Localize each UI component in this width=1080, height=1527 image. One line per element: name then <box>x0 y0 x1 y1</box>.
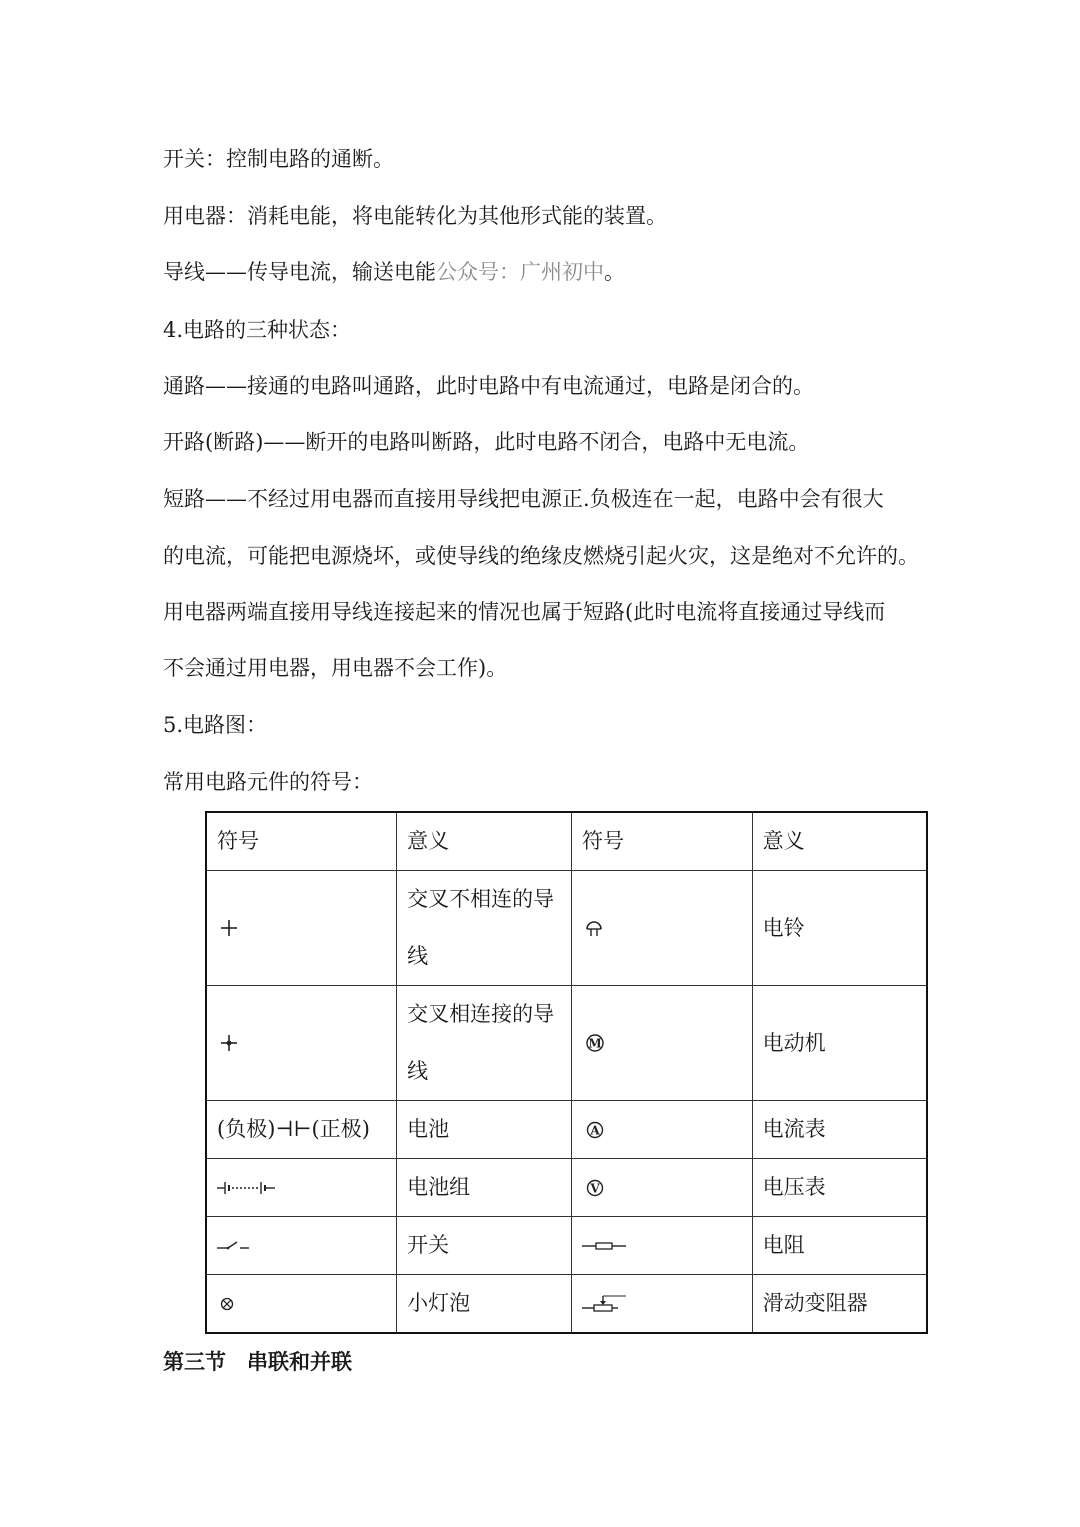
wire-definition-end: 。 <box>604 260 625 284</box>
next-section-heading: 第三节 串联和并联 <box>163 1349 352 1374</box>
battery-symbol: (负极)⊣⊢(正极) <box>206 1101 397 1159</box>
open-circuit-definition: 开路(断路)——断开的电路叫断路，此时电路不闭合，电路中无电流。 <box>163 430 810 454</box>
bell-symbol <box>572 871 753 986</box>
ammeter-symbol-letter: A <box>590 1123 600 1137</box>
closed-circuit-definition: 通路——接通的电路叫通路，此时电路中有电流通过，电路是闭合的。 <box>163 374 814 398</box>
resistor-symbol <box>572 1217 753 1275</box>
diagram-heading: 5.电路图： <box>163 713 268 737</box>
battery-pack-symbol <box>206 1159 397 1217</box>
wire-definition <box>163 257 923 287</box>
resistor-meaning: 电阻 <box>752 1217 927 1275</box>
table-row <box>206 1101 927 1159</box>
motor-symbol <box>572 986 753 1101</box>
voltmeter-symbol <box>572 1159 753 1217</box>
voltmeter-symbol-letter: V <box>590 1181 600 1195</box>
ammeter-meaning: 电流表 <box>752 1101 927 1159</box>
table-row <box>206 986 927 1101</box>
table-row <box>206 871 927 986</box>
uncrossed-wires-meaning: 交叉不相连的导线 <box>397 871 572 986</box>
circuit-symbols-table <box>205 811 928 1334</box>
battery-pack-meaning: 电池组 <box>397 1159 572 1217</box>
motor-meaning: 电动机 <box>752 986 927 1101</box>
motor-symbol-letter: M <box>588 1036 602 1051</box>
symbols-intro: 常用电路元件的符号： <box>163 770 373 794</box>
short-circuit-line-4: 不会通过用电器，用电器不会工作)。 <box>163 656 508 680</box>
header-symbol-1: 符号 <box>206 812 397 871</box>
switch-symbol <box>206 1217 397 1275</box>
connected-wires-symbol <box>206 986 397 1101</box>
header-symbol-2: 符号 <box>572 812 753 871</box>
lamp-meaning: 小灯泡 <box>397 1275 572 1334</box>
appliance-definition: 用电器：消耗电能，将电能转化为其他形式能的装置。 <box>163 204 667 228</box>
table-row <box>206 1159 927 1217</box>
header-meaning-2: 意义 <box>752 812 927 871</box>
switch-meaning: 开关 <box>397 1217 572 1275</box>
short-circuit-line-1: 短路——不经过用电器而直接用导线把电源正.负极连在一起，电路中会有很大 <box>163 487 884 511</box>
header-meaning-1: 意义 <box>397 812 572 871</box>
watermark-text: 公众号：广州初中 <box>436 260 604 284</box>
bell-meaning: 电铃 <box>752 871 927 986</box>
uncrossed-wires-symbol <box>206 871 397 986</box>
table-row <box>206 1217 927 1275</box>
lamp-symbol <box>206 1275 397 1334</box>
ammeter-symbol <box>572 1101 753 1159</box>
switch-definition: 开关：控制电路的通断。 <box>163 147 394 171</box>
table-row <box>206 1275 927 1334</box>
table-header-row <box>206 812 927 871</box>
rheostat-meaning: 滑动变阻器 <box>752 1275 927 1334</box>
states-heading: 4.电路的三种状态： <box>163 318 352 342</box>
battery-meaning: 电池 <box>397 1101 572 1159</box>
wire-definition-text: 导线——传导电流，输送电能 <box>163 260 436 284</box>
voltmeter-meaning: 电压表 <box>752 1159 927 1217</box>
connected-wires-meaning: 交叉相连接的导线 <box>397 986 572 1101</box>
rheostat-symbol <box>572 1275 753 1334</box>
short-circuit-line-2: 的电流，可能把电源烧坏，或使导线的绝缘皮燃烧引起火灾，这是绝对不允许的。 <box>163 544 919 568</box>
short-circuit-line-3: 用电器两端直接用导线连接起来的情况也属于短路(此时电流将直接通过导线而 <box>163 600 886 624</box>
